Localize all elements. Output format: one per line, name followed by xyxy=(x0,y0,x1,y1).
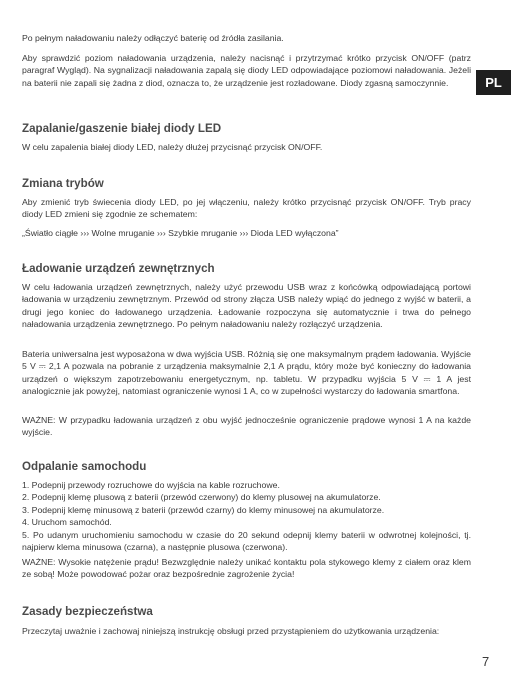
jumpstart-step: 1. Podepnij przewody rozruchowe do wyjścia na kable rozruchowe. xyxy=(22,480,280,490)
safety-section xyxy=(22,605,471,619)
charging-section xyxy=(22,262,471,276)
jumpstart-step: 4. Uruchom samochód. xyxy=(22,517,112,528)
intro-paragraph-2: Aby sprawdzić poziom naładowania urządzenia, należy nacisnąć i przytrzymać krótko przycisk ON/OFF (patrz paragraf Wygląd). Na sygnalizacji naładowania zapalą się diody LED odpowiadające poziomowi naładowania. Jeżeli na baterii nie zapali się żadna z diod, oznacza to, że urządzenie jest rozładowane. Diody zgasną samoczynnie. xyxy=(22,53,471,88)
jumpstart-step: 3. Podepnij klemę minusową z baterii (przewód czarny) do klemy minusowej na akumulatorze. xyxy=(22,504,385,515)
charging-p2-block xyxy=(22,348,471,398)
jumpstart-step: 5. Po udanym uruchomieniu samochodu w czasie do 20 sekund odepnij klemy baterii w odwrotnej kolejności, tj. najpierw klema minusowa (czarna), a następnie plusowa (czerwona). xyxy=(22,529,471,553)
intro-block-2 xyxy=(22,52,471,89)
jumpstart-section xyxy=(22,460,471,474)
modes-text-block xyxy=(22,196,471,221)
jumpstart-warning-block xyxy=(22,556,471,581)
charging-paragraph-1: W celu ładowania urządzeń zewnętrznych, należy użyć przewodu USB wraz z końcówką odpowiadającą portowi ładowania w urządzeniu zewnętrznym. Przewód od strony złącza USB należy wpiąć do jednego z wyjść w baterii, a drugi jego koniec do ładowanego urządzenia. Ładowanie rozpoczyna się automatycznie i trwa do pełnego naładowania urządzenia zewnętrznego. Po pełnym naładowaniu należy rozłączyć urządzenia. xyxy=(22,282,471,330)
intro-paragraph-1: Po pełnym naładowaniu należy odłączyć baterię od źródła zasilania. xyxy=(22,33,284,43)
modes-scheme-block xyxy=(22,227,471,239)
jumpstart-step: 2. Podepnij klemę plusową z baterii (przewód czerwony) do klemy plusowej na akumulatorze. xyxy=(22,492,381,503)
led-heading: Zapalanie/gaszenie białej diody LED xyxy=(22,122,222,135)
led-text-block xyxy=(22,141,471,153)
charging-paragraph-2: Bateria uniwersalna jest wyposażona w dwa wyjścia USB. Różnią się one maksymalnym prądem ładowania. Wyjście 5 V ⎓ 2,1 A pozwala na pobranie z urządzenia maksymalnie 2,1 A prądu, który może być konieczny do ładowania urządzeń o większym zapotrzebowaniu energetycznym, np. tabletu. W przypadku wyjścia 5 V ⎓ 1 A jest analogicznie jak powyżej, natomiast ograniczenie wynosi 1 A, co w zupełności wystarczy do ładowania smartfona. xyxy=(22,349,471,397)
modes-text: Aby zmienić tryb świecenia diody LED, po jej włączeniu, należy krótko przycisnąć przycisk ON/OFF. Tryb pracy diody LED zmieni się zgodnie ze schematem: xyxy=(22,197,471,220)
led-text: W celu zapalenia białej diody LED, należy dłużej przycisnąć przycisk ON/OFF. xyxy=(22,142,323,152)
modes-section xyxy=(22,177,471,191)
safety-text-block xyxy=(22,625,471,637)
charging-important: WAŻNE: W przypadku ładowania urządzeń z obu wyjść jednocześnie ograniczenie prądowe wynosi 1 A na każde wyjście. xyxy=(22,415,471,438)
modes-scheme: „Światło ciągłe ››› Wolne mruganie ››› Szybkie mruganie ››› Dioda LED wyłączona” xyxy=(22,228,339,238)
modes-heading: Zmiana trybów xyxy=(22,177,104,190)
charging-p1-block xyxy=(22,281,471,331)
led-section xyxy=(22,122,471,136)
intro-section xyxy=(22,32,471,44)
jumpstart-warning: WAŻNE: Wysokie natężenie prądu! Bezwzględnie należy unikać kontaktu pola stykowego klemy z ciałem oraz klem ze sobą! Może powodować pożar oraz bezpośrednie zagrożenie życia! xyxy=(22,557,471,580)
jumpstart-steps-block xyxy=(22,479,471,553)
jumpstart-heading: Odpalanie samochodu xyxy=(22,460,147,473)
jumpstart-steps xyxy=(22,479,471,553)
safety-text: Przeczytaj uważnie i zachowaj niniejszą instrukcję obsługi przed przystąpieniem do użytkowania urządzenia: xyxy=(22,626,440,636)
charging-p3-block xyxy=(22,414,471,439)
page-number: 7 xyxy=(482,654,490,669)
charging-heading: Ładowanie urządzeń zewnętrznych xyxy=(22,262,215,275)
language-tab: PL xyxy=(476,70,511,95)
safety-heading: Zasady bezpieczeństwa xyxy=(22,605,153,618)
